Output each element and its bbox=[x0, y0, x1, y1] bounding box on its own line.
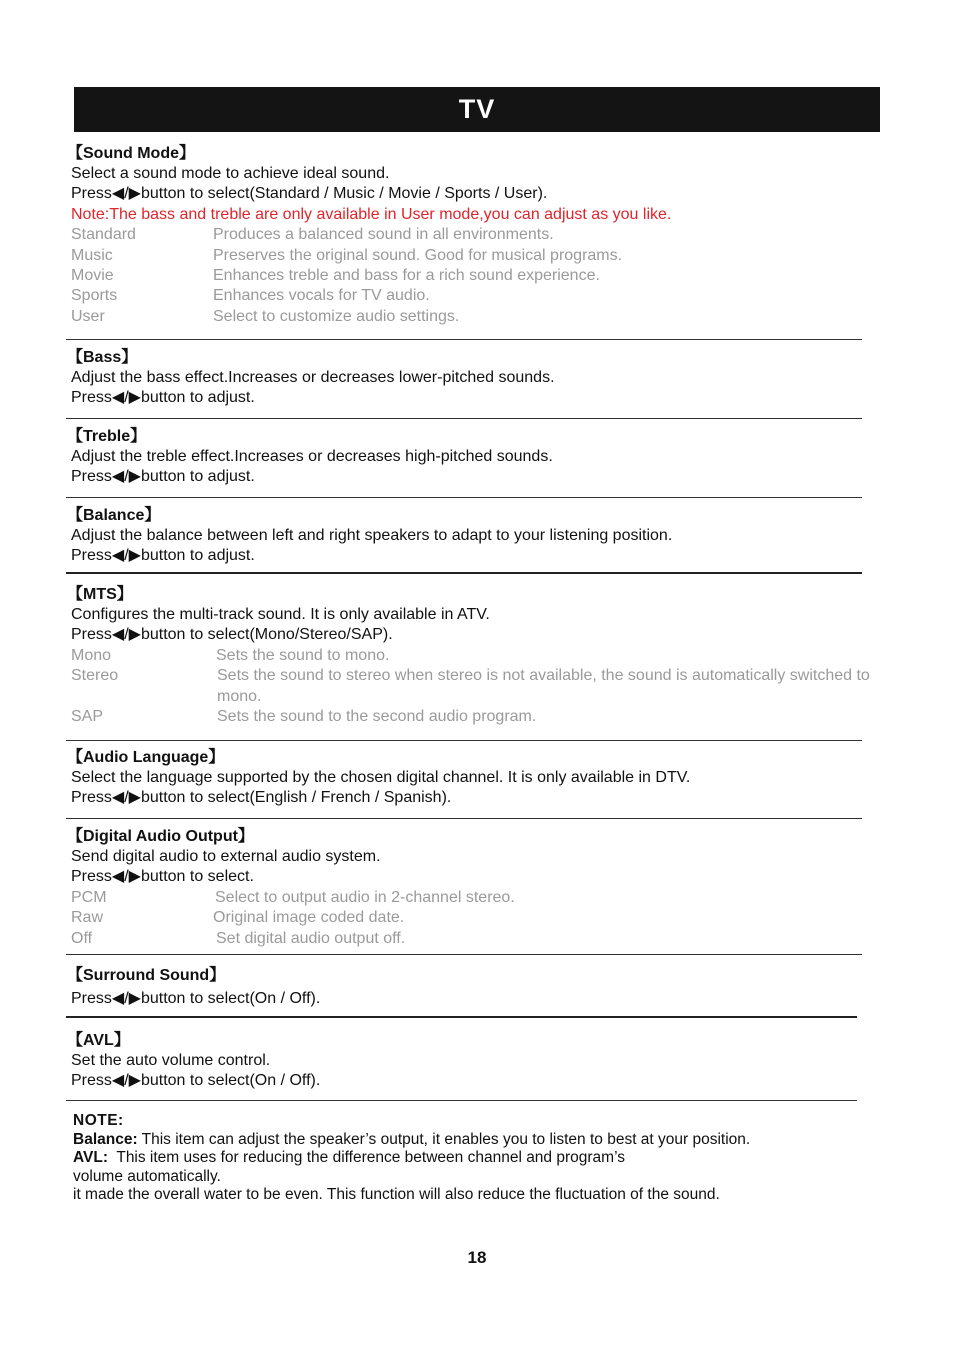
option-key: SAP bbox=[71, 708, 104, 726]
option-desc: Sets the sound to mono. bbox=[216, 646, 390, 664]
section-heading: 【MTS】 bbox=[67, 586, 133, 603]
option-key: Movie bbox=[71, 267, 114, 285]
section-avl bbox=[67, 1031, 871, 1092]
option-key: Raw bbox=[71, 909, 104, 927]
option-row bbox=[71, 646, 871, 666]
section-surround-sound bbox=[67, 966, 871, 1009]
option-row bbox=[71, 929, 871, 949]
option-desc: Set digital audio output off. bbox=[216, 929, 406, 947]
option-row bbox=[71, 707, 871, 727]
section-heading: 【Treble】 bbox=[67, 428, 147, 445]
section-text: Adjust the balance between left and right speakers to adapt to your listening position. bbox=[71, 527, 673, 544]
option-row bbox=[71, 888, 871, 908]
option-key: User bbox=[71, 307, 105, 325]
section-heading: 【AVL】 bbox=[67, 1032, 130, 1049]
section-divider bbox=[66, 818, 862, 819]
option-key: Sports bbox=[71, 287, 118, 305]
option-desc: Preserves the original sound. Good for musical programs. bbox=[213, 246, 623, 264]
section-mts bbox=[67, 585, 871, 727]
section-divider bbox=[66, 497, 862, 498]
section-divider bbox=[66, 740, 862, 741]
page-title-bar bbox=[74, 87, 880, 132]
note-title: NOTE: bbox=[73, 1112, 124, 1129]
section-divider bbox=[66, 1016, 857, 1018]
note-balance-label: Balance: bbox=[73, 1130, 138, 1148]
option-row bbox=[71, 246, 871, 266]
section-treble bbox=[67, 427, 871, 488]
note-balance-text: This item can adjust the speaker’s output, it enables you to listen to best at your position. bbox=[137, 1130, 751, 1148]
option-key: Off bbox=[71, 929, 93, 947]
section-instruction: Press◀/▶button to select(English / French / Spanish). bbox=[71, 789, 452, 807]
option-row bbox=[71, 666, 871, 707]
option-key: Standard bbox=[71, 226, 136, 244]
option-key: Stereo bbox=[71, 667, 119, 685]
note-extra-text: it made the overall water to be even. This function will also reduce the fluctuation of the sound. bbox=[73, 1186, 720, 1204]
section-divider bbox=[66, 1100, 857, 1101]
note-avl-label: AVL: bbox=[73, 1149, 109, 1167]
section-instruction: Press◀/▶button to select(On / Off). bbox=[71, 990, 321, 1007]
section-text: Adjust the bass effect.Increases or decreases lower-pitched sounds. bbox=[71, 369, 555, 386]
section-audio-language bbox=[67, 748, 871, 809]
option-row bbox=[71, 307, 871, 327]
section-divider bbox=[66, 418, 862, 419]
section-instruction: Press◀/▶button to adjust. bbox=[71, 547, 255, 565]
option-key: PCM bbox=[71, 888, 107, 906]
section-instruction: Press◀/▶button to select(Mono/Stereo/SAP). bbox=[71, 626, 393, 644]
option-key: Mono bbox=[71, 646, 112, 664]
option-desc: Select to customize audio settings. bbox=[213, 307, 460, 325]
option-desc: Select to output audio in 2-channel stereo. bbox=[215, 888, 515, 906]
section-balance bbox=[67, 506, 871, 567]
section-instruction: Press◀/▶button to adjust. bbox=[71, 389, 255, 407]
section-divider bbox=[66, 954, 862, 955]
section-text: Configures the multi-track sound. It is only available in ATV. bbox=[71, 606, 490, 623]
section-heading: 【Surround Sound】 bbox=[67, 967, 226, 984]
option-row bbox=[71, 286, 871, 306]
section-instruction: Press◀/▶button to select(Standard / Music / Movie / Sports / User). bbox=[71, 185, 548, 203]
section-instruction: Press◀/▶button to adjust. bbox=[71, 468, 255, 486]
section-text: Adjust the treble effect.Increases or decreases high-pitched sounds. bbox=[71, 448, 553, 465]
section-heading: 【Balance】 bbox=[67, 507, 161, 524]
note-avl bbox=[73, 1149, 893, 1168]
note-balance bbox=[73, 1131, 893, 1150]
option-row bbox=[71, 908, 871, 928]
section-heading: 【Digital Audio Output】 bbox=[67, 828, 254, 845]
option-desc: Produces a balanced sound in all environments. bbox=[213, 226, 554, 244]
section-heading: 【Bass】 bbox=[67, 349, 138, 366]
section-text: Select the language supported by the chosen digital channel. It is only available in DTV. bbox=[71, 769, 691, 786]
section-heading: 【Audio Language】 bbox=[67, 749, 225, 766]
section-text: Select a sound mode to achieve ideal sound. bbox=[71, 165, 390, 182]
section-note: Note:The bass and treble are only available in User mode,you can adjust as you like. bbox=[71, 205, 672, 223]
page-title: TV bbox=[458, 94, 496, 124]
option-desc: Enhances vocals for TV audio. bbox=[213, 287, 430, 305]
section-text: Send digital audio to external audio system. bbox=[71, 848, 381, 865]
section-instruction: Press◀/▶button to select. bbox=[71, 868, 254, 886]
section-divider bbox=[66, 572, 862, 574]
section-heading: 【Sound Mode】 bbox=[67, 145, 195, 162]
option-desc: Sets the sound to the second audio program. bbox=[217, 708, 537, 726]
note-block bbox=[73, 1112, 893, 1205]
option-key: Music bbox=[71, 246, 113, 264]
note-avl-text-continued: volume automatically. bbox=[73, 1167, 221, 1185]
option-desc: Enhances treble and bass for a rich sound experience. bbox=[213, 267, 600, 285]
note-avl-text: This item uses for reducing the difference between channel and program’s bbox=[108, 1149, 625, 1167]
option-row bbox=[71, 225, 871, 245]
section-bass bbox=[67, 348, 871, 409]
option-row bbox=[71, 266, 871, 286]
option-desc: Original image coded date. bbox=[213, 909, 405, 927]
section-instruction: Press◀/▶button to select(On / Off). bbox=[71, 1072, 321, 1090]
option-desc: Sets the sound to stereo when stereo is not available, the sound is automatically switched to mono. bbox=[217, 667, 870, 705]
section-divider bbox=[66, 339, 862, 340]
section-digital-audio-output bbox=[67, 827, 871, 949]
section-text: Set the auto volume control. bbox=[71, 1052, 271, 1069]
section-sound-mode bbox=[67, 144, 871, 327]
page-number: 18 bbox=[467, 1248, 487, 1267]
